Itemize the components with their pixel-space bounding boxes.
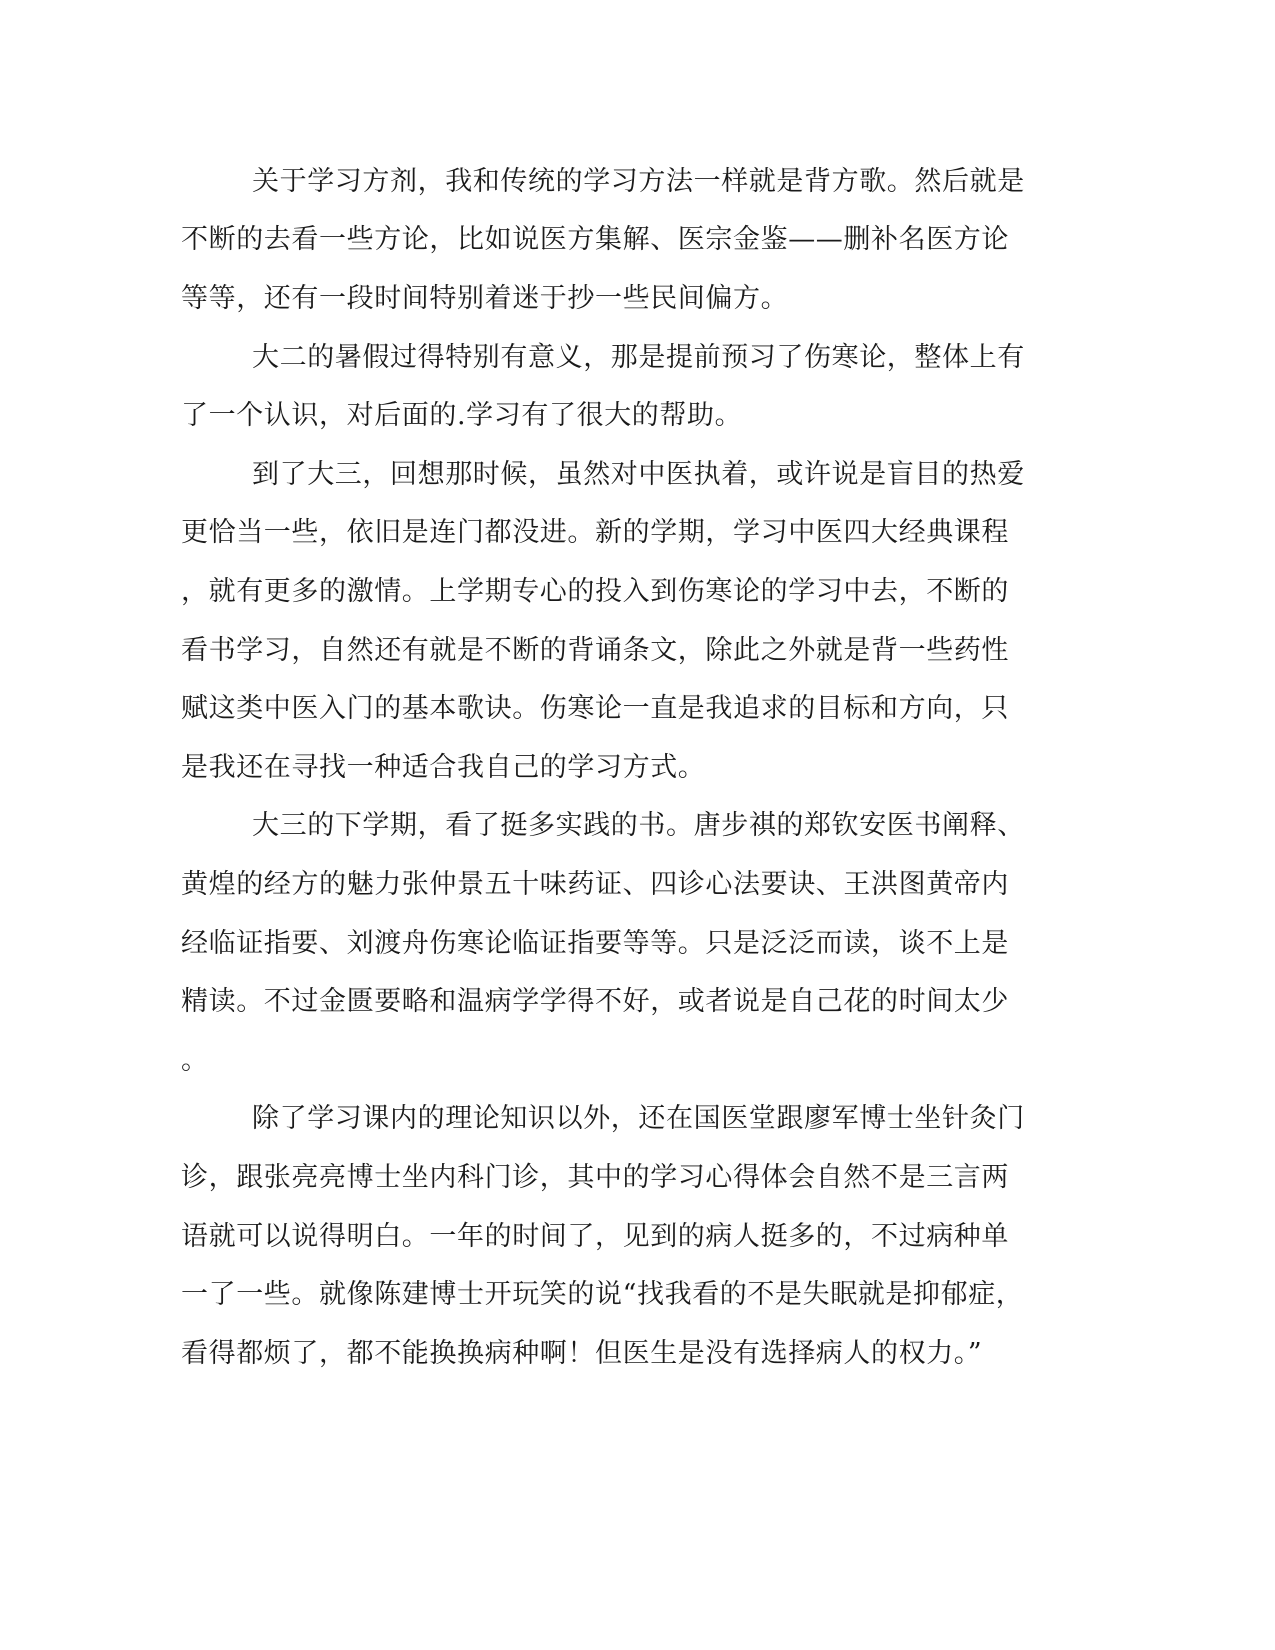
paragraph-5-line-3: 语就可以说得明白。一年的时间了，见到的病人挺多的，不过病种单	[181, 1221, 1009, 1252]
paragraph-3-line-6: 是我还在寻找一种适合我自己的学习方式。	[181, 752, 706, 783]
paragraph-3-line-1: 到了大三，回想那时候，虽然对中医执着，或许说是盲目的热爱	[252, 459, 1025, 490]
paragraph-5-line-4: 一了一些。就像陈建博士开玩笑的说“找我看的不是失眠就是抑郁症，	[181, 1279, 1024, 1310]
paragraph-1-line-2: 不断的去看一些方论，比如说医方集解、医宗金鉴——删补名医方论	[181, 224, 1009, 255]
paragraph-4-line-5: 。	[181, 1045, 209, 1076]
paragraph-3-line-3: ，就有更多的激情。上学期专心的投入到伤寒论的学习中去，不断的	[181, 576, 1009, 607]
paragraph-3-line-5: 赋这类中医入门的基本歌诀。伤寒论一直是我追求的目标和方向，只	[181, 693, 1009, 724]
paragraph-2-line-1: 大二的暑假过得特别有意义，那是提前预习了伤寒论，整体上有	[252, 342, 1025, 373]
paragraph-3-line-4: 看书学习，自然还有就是不断的背诵条文，除此之外就是背一些药性	[181, 635, 1009, 666]
paragraph-4-line-2: 黄煌的经方的魅力张仲景五十味药证、四诊心法要诀、王洪图黄帝内	[181, 869, 1009, 900]
paragraph-4-line-3: 经临证指要、刘渡舟伤寒论临证指要等等。只是泛泛而读，谈不上是	[181, 928, 1009, 959]
paragraph-4-line-4: 精读。不过金匮要略和温病学学得不好，或者说是自己花的时间太少	[181, 986, 1009, 1017]
paragraph-1-line-1: 关于学习方剂，我和传统的学习方法一样就是背方歌。然后就是	[252, 166, 1025, 197]
paragraph-3-line-2: 更恰当一些，依旧是连门都没进。新的学期，学习中医四大经典课程	[181, 517, 1009, 548]
paragraph-4-line-1: 大三的下学期，看了挺多实践的书。唐步祺的郑钦安医书阐释、	[252, 810, 1025, 841]
paragraph-5-line-1: 除了学习课内的理论知识以外，还在国医堂跟廖军博士坐针灸门	[252, 1103, 1025, 1134]
paragraph-5-line-2: 诊，跟张亮亮博士坐内科门诊，其中的学习心得体会自然不是三言两	[181, 1162, 1009, 1193]
paragraph-1-line-3: 等等，还有一段时间特别着迷于抄一些民间偏方。	[181, 283, 789, 314]
paragraph-2-line-2: 了一个认识，对后面的.学习有了很大的帮助。	[181, 400, 743, 431]
paragraph-5-line-5: 看得都烦了，都不能换换病种啊！但医生是没有选择病人的权力。”	[181, 1338, 983, 1369]
